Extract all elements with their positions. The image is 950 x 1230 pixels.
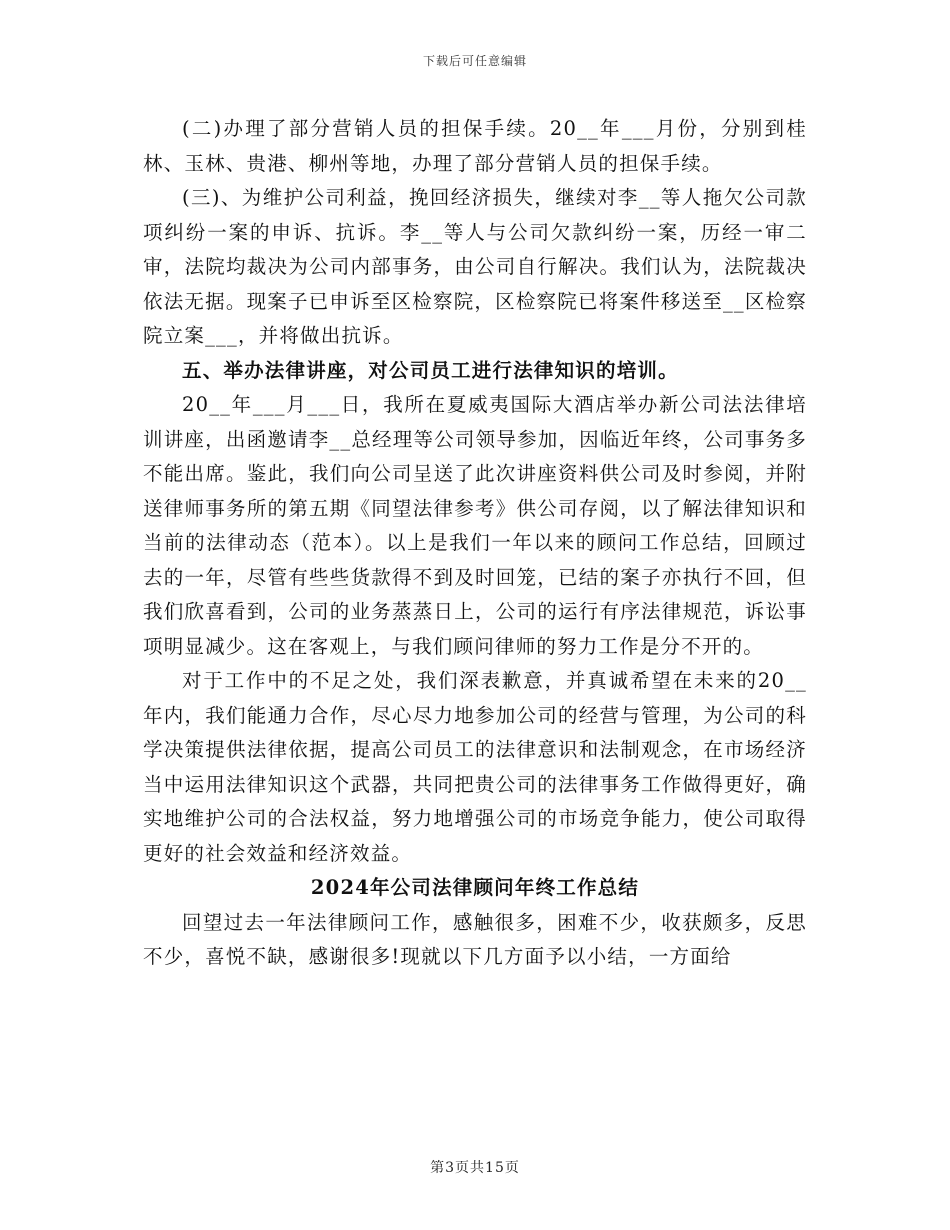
paragraph-shortcomings: 对于工作中的不足之处，我们深表歉意，并真诚希望在未来的20__年内，我们能通力合作，尽心尽力地参加公司的经营与管理，为公司的科学决策提供法律依据，提高公司员工的法律意识和法制观念，在市场经济当中运用法律知识这个武器，共同把贵公司的法律事务工作做得更好，确实地维护公司的合法权益，努力地增强公司的市场竞争能力，使公司取得更好的社会效益和经济效益。 bbox=[143, 669, 807, 865]
paragraph-appeal-case: (三)、为维护公司利益，挽回经济损失，继续对李__等人拖欠公司款项纠纷一案的申诉、抗诉。李__等人与公司欠款纠纷一案，历经一审二审，法院均裁决为公司内部事务，由公司自行解决。我们认为，法院裁决依法无据。现案子已申诉至区检察院，区检察院已将案件移送至__区检察院立案___，并将做出抗诉。 bbox=[143, 186, 807, 347]
document-body bbox=[143, 112, 807, 975]
page-number: 第3页共15页 bbox=[430, 1160, 520, 1176]
section-heading-legal-lecture: 五、举办法律讲座，对公司员工进行法律知识的培训。 bbox=[182, 358, 679, 382]
paragraph-review-intro: 回望过去一年法律顾问工作，感触很多，困难不少，收获颇多，反思不少，喜悦不缺，感谢很多!现就以下几方面予以小结，一方面给 bbox=[143, 910, 807, 968]
paragraph-lecture-details: 20__年___月___日，我所在夏威夷国际大酒店举办新公司法法律培训讲座，出函邀请李__总经理等公司领导参加，因临近年终，公司事务多不能出席。鉴此，我们向公司呈送了此次讲座资料供公司及时参阅，并附送律师事务所的第五期《同望法律参考》供公司存阅，以了解法律知识和当前的法律动态（范本）。以上是我们一年以来的顾问工作总结，回顾过去的一年，尽管有些些货款得不到及时回笼，已结的案子亦执行不回，但我们欣喜看到，公司的业务蒸蒸日上，公司的运行有序法律规范，诉讼事项明显减少。这在客观上，与我们顾问律师的努力工作是分不开的。 bbox=[143, 393, 807, 658]
page-header-note: 下载后可任意编辑 bbox=[422, 54, 527, 68]
document-title: 2024年公司法律顾问年终工作总结 bbox=[310, 876, 640, 899]
paragraph-guarantee-procedures: (二)办理了部分营销人员的担保手续。20__年___月份，分别到桂林、玉林、贵港、柳州等地，办理了部分营销人员的担保手续。 bbox=[143, 117, 807, 175]
